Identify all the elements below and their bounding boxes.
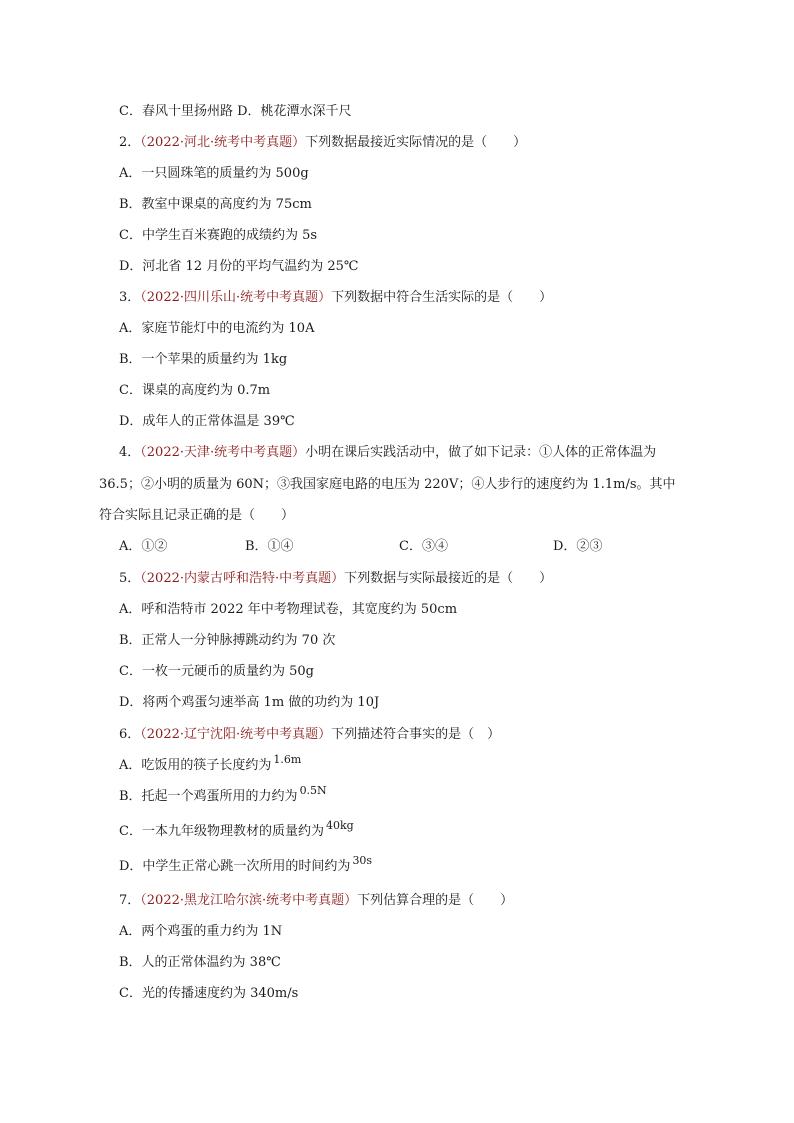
option-label: C．一本九年级物理教材的质量约为 [119, 824, 324, 839]
question-source: （2022·河北·统考中考真题） [140, 135, 306, 150]
question-text: 下列数据与实际最接近的是（ ） [344, 571, 553, 586]
answer-option [119, 258, 754, 276]
answer-option [119, 601, 754, 619]
question-number: 3． [119, 290, 141, 305]
option-value: 1.6m [273, 753, 302, 766]
option-label: D．中学生正常心跳一次所用的时间约为 [119, 859, 351, 874]
answer-option [119, 632, 754, 650]
answer-option [119, 784, 754, 806]
question-number: 2． [119, 135, 141, 150]
question-stem [119, 289, 754, 307]
answer-option [119, 413, 754, 431]
question-source: （2022·黑龙江哈尔滨·统考中考真题） [140, 893, 358, 908]
question-stem [119, 134, 754, 152]
question-text: 下列数据中符合生活实际的是（ ） [331, 290, 553, 305]
question-number: 7． [119, 893, 141, 908]
question-source: （2022·四川乐山·统考中考真题） [140, 290, 332, 305]
question-number: 4． [119, 445, 141, 460]
option-value: 0.5N [299, 784, 327, 797]
question-stem [119, 444, 754, 462]
answer-option [119, 165, 754, 183]
line-text: C．中学生百米赛跑的成绩约为 5s [119, 228, 318, 243]
line-text: 36.5；②小明的质量为 60N；③我国家庭电路的电压为 220V；④人步行的速度约为 1.1m/s。其中 [99, 477, 676, 492]
answer-option [119, 227, 754, 245]
line-text: A．两个鸡蛋的重力约为 1N [119, 924, 283, 939]
line-text: C．一枚一元硬币的质量约为 50g [119, 664, 314, 679]
answer-option [119, 985, 754, 1003]
question-source: （2022·天津·统考中考真题） [140, 445, 306, 460]
line-text: D．成年人的正常体温是 39℃ [119, 414, 295, 429]
line-text: C．光的传播速度约为 340m/s [119, 986, 299, 1001]
question-text: 下列描述符合事实的是（ ） [331, 727, 501, 742]
answer-option: C．③④ [399, 539, 448, 554]
question-stem [119, 892, 754, 910]
line-text: A．家庭节能灯中的电流约为 10A [119, 321, 315, 336]
answer-option [119, 923, 754, 941]
answer-option [119, 819, 754, 841]
option-value: 40kg [325, 819, 354, 832]
option-label: A．吃饭用的筷子长度约为 [119, 758, 272, 773]
line-text: B．一个苹果的质量约为 1kg [119, 352, 288, 367]
line-text: A．一只圆珠笔的质量约为 500g [119, 166, 309, 181]
question-stem-continued [99, 476, 754, 494]
answer-option [119, 753, 754, 775]
line-text: C．课桌的高度约为 0.7m [119, 383, 271, 398]
answer-option [119, 663, 754, 681]
line-text: D．河北省 12 月份的平均气温约为 25℃ [119, 259, 359, 274]
line-text: B．人的正常体温约为 38℃ [119, 955, 281, 970]
answer-option [119, 954, 754, 972]
line-text: 符合实际且记录正确的是（ ） [99, 508, 295, 523]
question-number: 6． [119, 727, 141, 742]
answer-option [119, 854, 754, 876]
answer-option [119, 694, 754, 712]
question-stem [119, 570, 754, 588]
answer-option [119, 103, 754, 121]
answer-option: A．①② [119, 539, 168, 554]
answer-option [119, 196, 754, 214]
line-text: B．教室中课桌的高度约为 75cm [119, 197, 312, 212]
question-source: （2022·辽宁沈阳·统考中考真题） [140, 727, 332, 742]
answer-option: D．②③ [553, 539, 603, 554]
question-text: 小明在课后实践活动中，做了如下记录：①人体的正常体温为 [305, 445, 657, 460]
option-label: B．托起一个鸡蛋所用的力约为 [119, 789, 298, 804]
question-stem [119, 726, 754, 744]
line-text: C．春风十里扬州路 D．桃花潭水深千尺 [119, 104, 352, 119]
line-text: D．将两个鸡蛋匀速举高 1m 做的功约为 10J [119, 695, 380, 710]
question-text: 下列数据最接近实际情况的是（ ） [305, 135, 527, 150]
option-value: 30s [352, 854, 373, 867]
question-stem-continued [99, 507, 754, 525]
question-text: 下列估算合理的是（ ） [357, 893, 514, 908]
answer-option [119, 320, 754, 338]
answer-option [119, 351, 754, 369]
question-number: 5． [119, 571, 141, 586]
question-source: （2022·内蒙古呼和浩特·中考真题） [140, 571, 345, 586]
answer-option: B．①④ [245, 539, 294, 554]
line-text: B．正常人一分钟脉搏跳动约为 70 次 [119, 633, 336, 648]
line-text: A．呼和浩特市 2022 年中考物理试卷，其宽度约为 50cm [119, 602, 458, 617]
answer-option [119, 382, 754, 400]
